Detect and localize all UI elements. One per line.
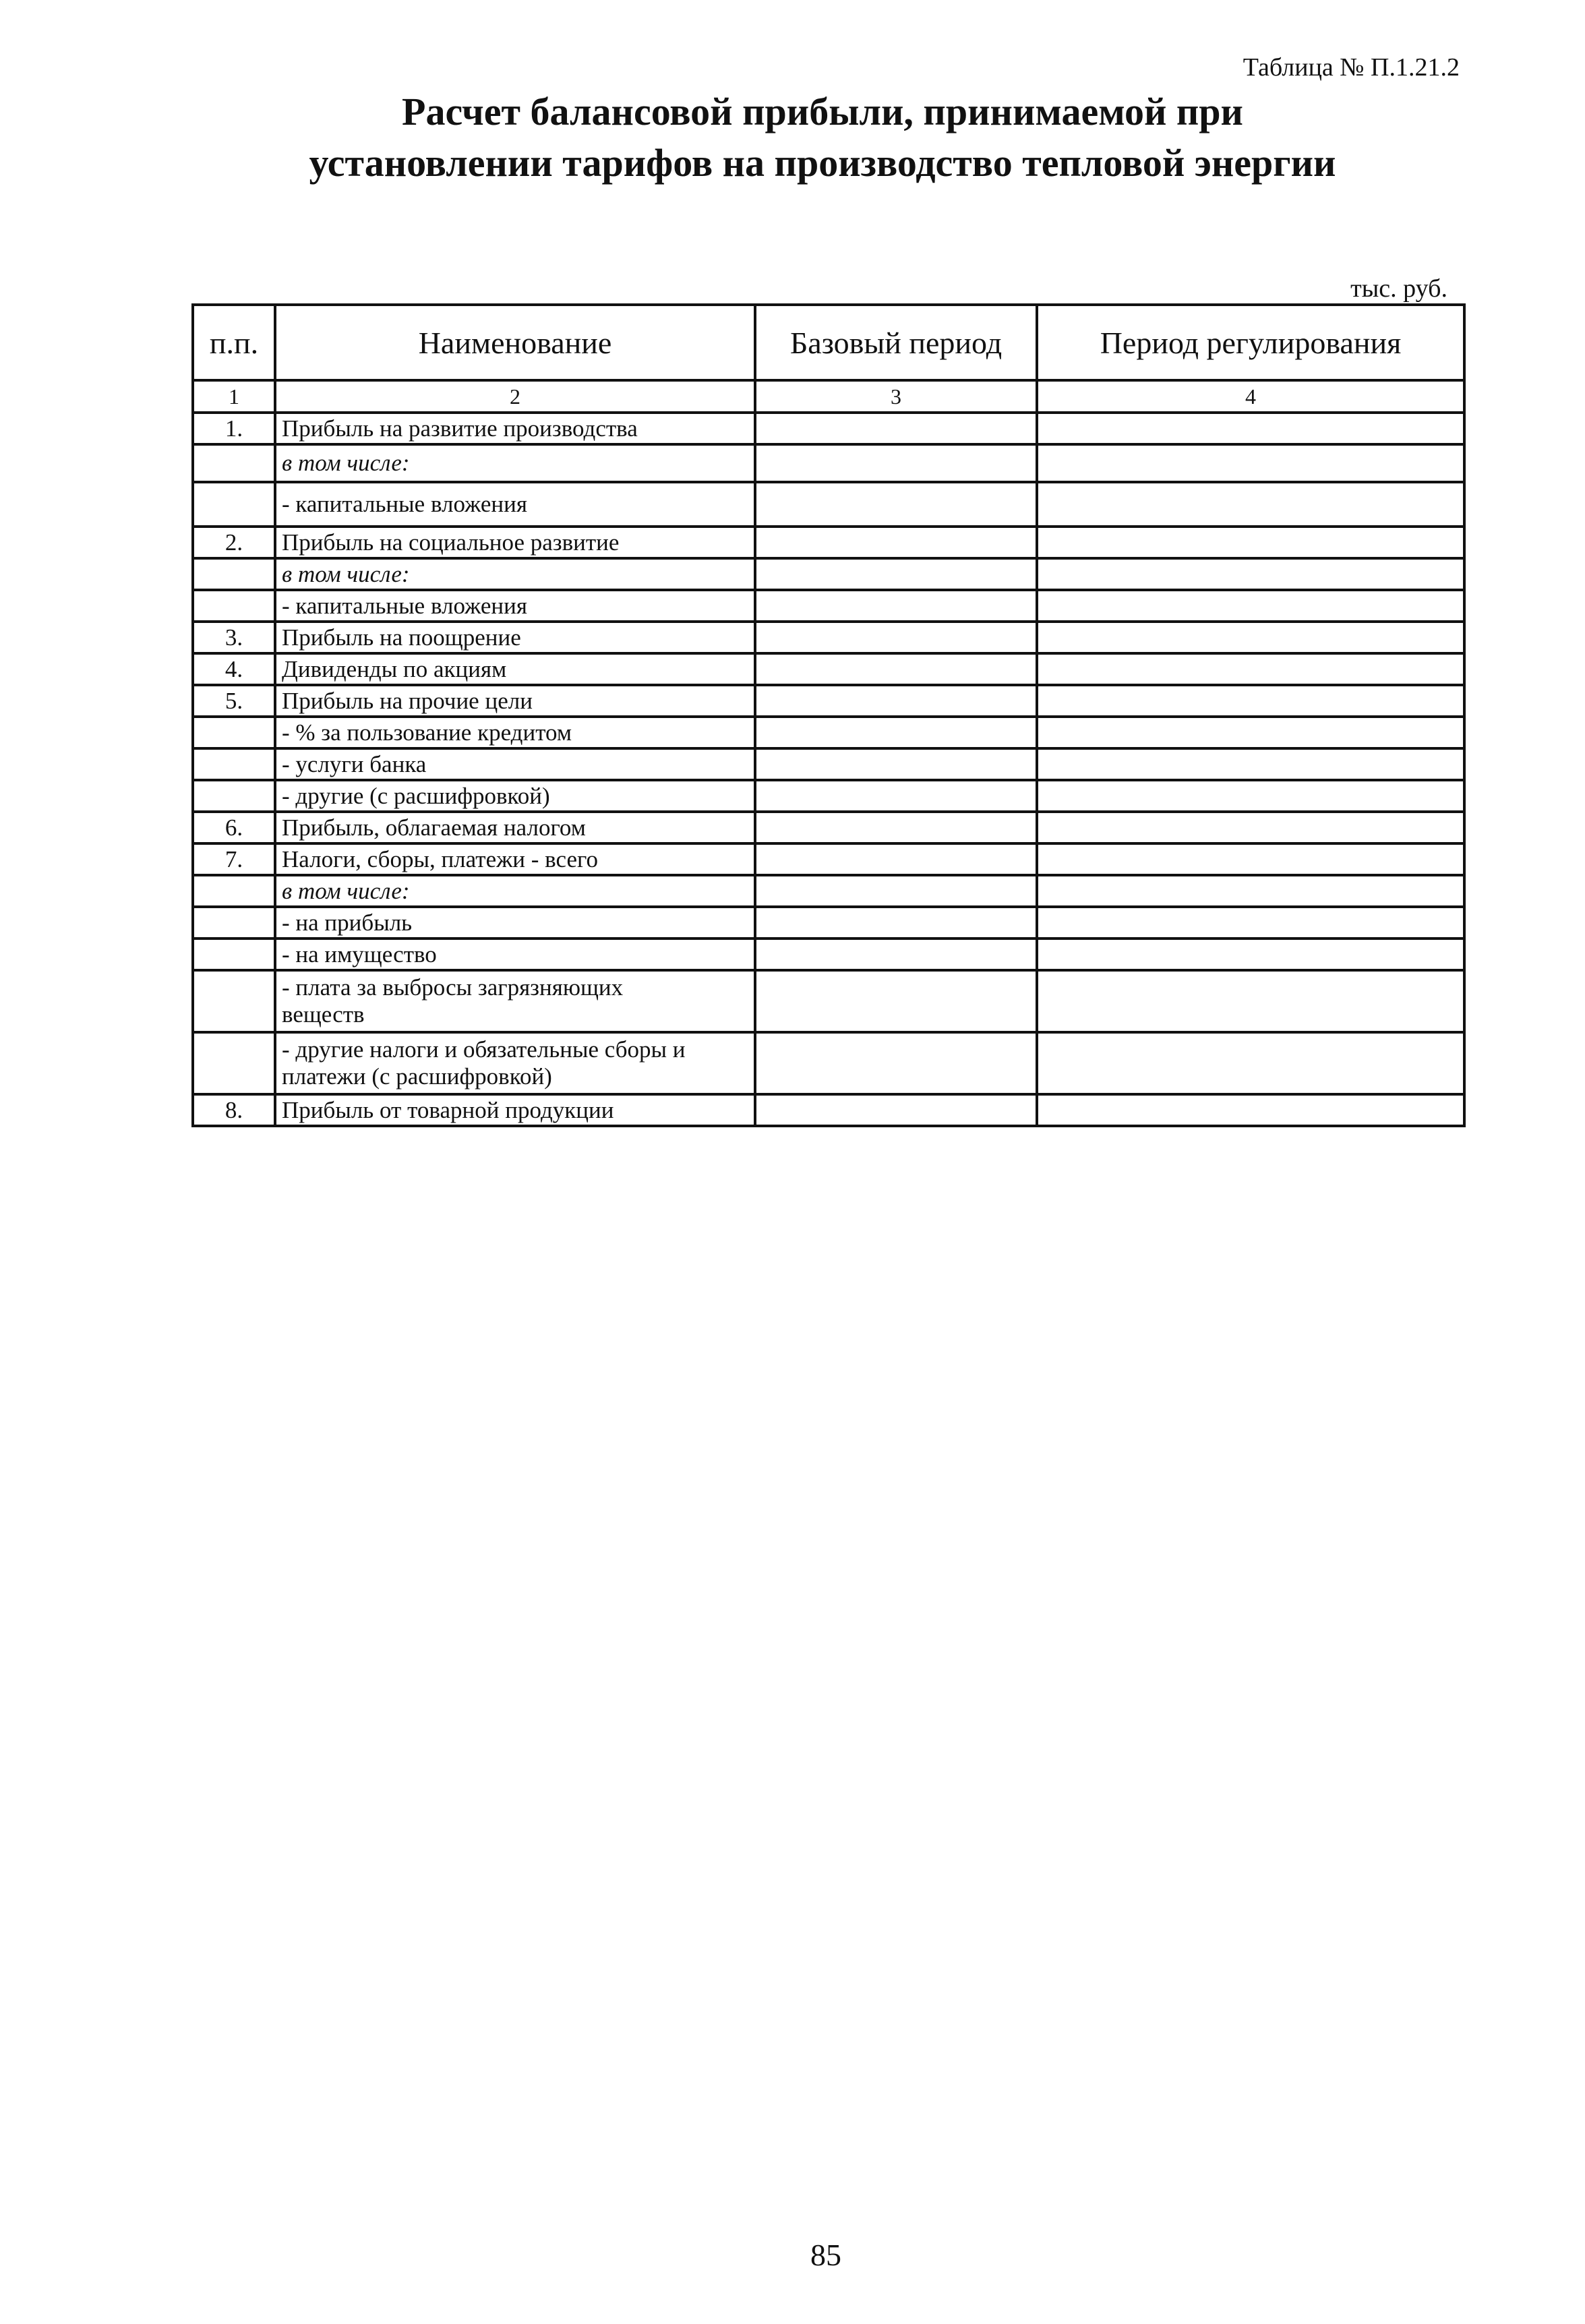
row-name: Налоги, сборы, платежи - всего <box>275 843 755 875</box>
document-title: Расчет балансовой прибыли, принимаемой при установлении тарифов на производство тепловой энергии <box>309 90 1336 185</box>
base-period-cell <box>755 812 1037 843</box>
column-number: 4 <box>1037 380 1464 413</box>
table-row <box>193 482 1464 527</box>
row-number <box>193 444 275 482</box>
row-number: 6. <box>193 812 275 843</box>
table-body <box>193 380 1464 1126</box>
table-row <box>193 812 1464 843</box>
row-name: - услуги банка <box>275 748 755 780</box>
row-name: - % за пользование кредитом <box>275 717 755 748</box>
regulation-period-cell <box>1037 527 1464 558</box>
row-number: 2. <box>193 527 275 558</box>
regulation-period-cell <box>1037 780 1464 812</box>
base-period-cell <box>755 748 1037 780</box>
base-period-cell <box>755 622 1037 653</box>
regulation-period-cell <box>1037 622 1464 653</box>
row-number <box>193 938 275 970</box>
regulation-period-cell <box>1037 685 1464 717</box>
base-period-cell <box>755 843 1037 875</box>
table-row <box>193 622 1464 653</box>
row-name: - капитальные вложения <box>275 482 755 527</box>
table-number: Таблица № П.1.21.2 <box>1243 53 1460 82</box>
base-period-cell <box>755 482 1037 527</box>
table-row <box>193 938 1464 970</box>
row-name: Прибыль на поощрение <box>275 622 755 653</box>
regulation-period-cell <box>1037 717 1464 748</box>
units-label: тыс. руб. <box>1350 274 1447 303</box>
base-period-cell <box>755 413 1037 444</box>
row-number: 3. <box>193 622 275 653</box>
row-number: 7. <box>193 843 275 875</box>
table-row <box>193 653 1464 685</box>
base-period-cell <box>755 653 1037 685</box>
table-row <box>193 875 1464 907</box>
row-name: в том числе: <box>275 875 755 907</box>
row-number: 1. <box>193 413 275 444</box>
row-name: в том числе: <box>275 558 755 590</box>
regulation-period-cell <box>1037 653 1464 685</box>
base-period-cell <box>755 875 1037 907</box>
base-period-cell <box>755 970 1037 1032</box>
table-row <box>193 413 1464 444</box>
table-row <box>193 717 1464 748</box>
regulation-period-cell <box>1037 444 1464 482</box>
row-name: Прибыль от товарной продукции <box>275 1094 755 1126</box>
base-period-cell <box>755 1094 1037 1126</box>
page-number: 85 <box>810 2238 841 2272</box>
row-number: 8. <box>193 1094 275 1126</box>
table-row <box>193 748 1464 780</box>
row-number <box>193 717 275 748</box>
regulation-period-cell <box>1037 748 1464 780</box>
base-period-cell <box>755 527 1037 558</box>
row-name: Прибыль, облагаемая налогом <box>275 812 755 843</box>
table-row <box>193 444 1464 482</box>
column-header-base-period: Базовый период <box>755 305 1037 380</box>
table-row <box>193 780 1464 812</box>
base-period-cell <box>755 590 1037 622</box>
regulation-period-cell <box>1037 907 1464 938</box>
table-row <box>193 527 1464 558</box>
row-number: 4. <box>193 653 275 685</box>
row-number <box>193 748 275 780</box>
row-number <box>193 875 275 907</box>
table-row <box>193 685 1464 717</box>
base-period-cell <box>755 685 1037 717</box>
row-name: в том числе: <box>275 444 755 482</box>
row-name: - капитальные вложения <box>275 590 755 622</box>
row-name: Прибыль на социальное развитие <box>275 527 755 558</box>
row-number <box>193 482 275 527</box>
row-number <box>193 970 275 1032</box>
regulation-period-cell <box>1037 590 1464 622</box>
row-number: 5. <box>193 685 275 717</box>
column-header-regulation-period: Период регулирования <box>1037 305 1464 380</box>
regulation-period-cell <box>1037 413 1464 444</box>
column-number: 1 <box>193 380 275 413</box>
row-number <box>193 590 275 622</box>
regulation-period-cell <box>1037 1094 1464 1126</box>
regulation-period-cell <box>1037 875 1464 907</box>
table-row <box>193 558 1464 590</box>
profit-table <box>191 303 1466 1127</box>
table-header-row <box>193 305 1464 380</box>
row-name: - другие налоги и обязательные сборы и платежи (с расшифровкой) <box>275 1032 755 1094</box>
table-row <box>193 1032 1464 1094</box>
base-period-cell <box>755 1032 1037 1094</box>
row-name: - на имущество <box>275 938 755 970</box>
table-row <box>193 970 1464 1032</box>
row-name: Дивиденды по акциям <box>275 653 755 685</box>
regulation-period-cell <box>1037 1032 1464 1094</box>
base-period-cell <box>755 558 1037 590</box>
column-header-name: Наименование <box>275 305 755 380</box>
row-name: Прибыль на прочие цели <box>275 685 755 717</box>
row-name: Прибыль на развитие производства <box>275 413 755 444</box>
table-row <box>193 843 1464 875</box>
regulation-period-cell <box>1037 970 1464 1032</box>
regulation-period-cell <box>1037 938 1464 970</box>
row-number <box>193 558 275 590</box>
table-row <box>193 590 1464 622</box>
column-number: 3 <box>755 380 1037 413</box>
row-number <box>193 907 275 938</box>
regulation-period-cell <box>1037 558 1464 590</box>
row-number <box>193 1032 275 1094</box>
base-period-cell <box>755 444 1037 482</box>
base-period-cell <box>755 717 1037 748</box>
base-period-cell <box>755 907 1037 938</box>
column-header-pp: п.п. <box>193 305 275 380</box>
row-name: - плата за выбросы загрязняющих веществ <box>275 970 755 1032</box>
row-number <box>193 780 275 812</box>
regulation-period-cell <box>1037 843 1464 875</box>
regulation-period-cell <box>1037 482 1464 527</box>
column-number-row <box>193 380 1464 413</box>
table-row <box>193 907 1464 938</box>
base-period-cell <box>755 938 1037 970</box>
column-number: 2 <box>275 380 755 413</box>
regulation-period-cell <box>1037 812 1464 843</box>
row-name: - на прибыль <box>275 907 755 938</box>
row-name: - другие (с расшифровкой) <box>275 780 755 812</box>
table-row <box>193 1094 1464 1126</box>
base-period-cell <box>755 780 1037 812</box>
